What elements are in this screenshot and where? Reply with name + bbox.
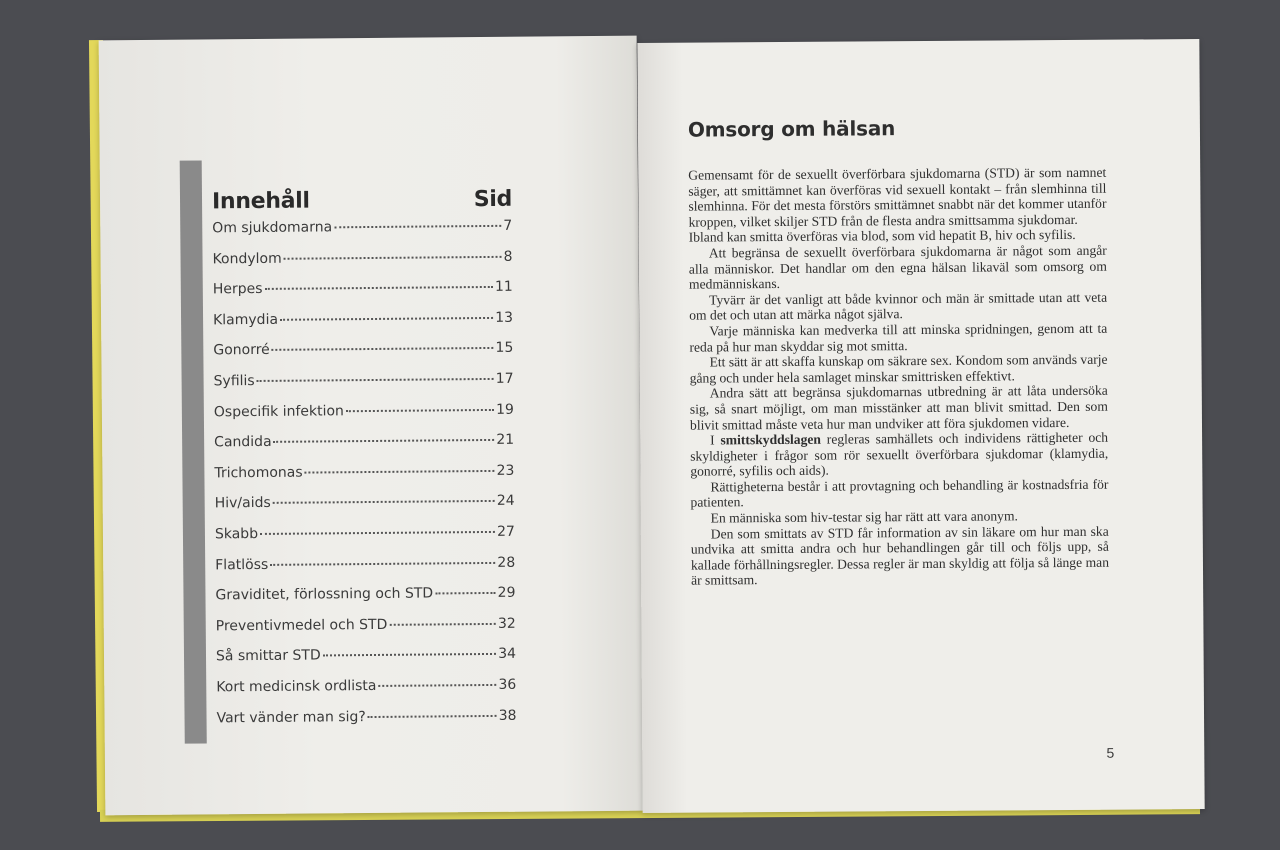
toc-entry-page: 17 — [495, 370, 514, 387]
toc-entry-page: 29 — [497, 584, 516, 602]
toc-leader-dots — [346, 408, 494, 411]
toc-leader-dots — [323, 653, 496, 657]
toc-entry-page: 13 — [495, 309, 514, 326]
toc-entry-page: 24 — [496, 493, 515, 510]
toc-entry-title: Graviditet, förlossning och STD — [215, 585, 434, 604]
page-number: 5 — [1106, 744, 1115, 761]
paragraph-text: regleras samhällets och individens rättigheter och skyldigheter i frågor som rör sexuellt överförbara sjukdomar (klamydia, gonorré, syfilis och aids). — [690, 429, 1109, 479]
toc-title: Innehåll — [211, 188, 310, 215]
paragraph — [690, 430, 1108, 480]
toc-entry-title: Preventivmedel och STD — [215, 616, 388, 635]
left-page — [99, 36, 644, 816]
article-heading: Omsorg om hälsan — [687, 116, 896, 142]
toc-entry — [214, 371, 514, 404]
toc-header — [212, 187, 512, 215]
paragraph: Att begränsa de sexuellt överförbara sjukdomarna är något som angår alla människor. Det handlar om den egna hälsan likaväl som omsorg om medmänniskans. — [688, 242, 1107, 292]
paragraph: Gemensamt för de sexuellt överförbara sjukdomarna (STD) är som namnet säger, att smittämnet kan överföras vid sexuell kontakt – från slemhinna till slemhinna. För det mesta förstörs smittämnet snabbt när det kommer utanför kroppen, vilket skiljer STD från de flesta andra smittsamma sjukdomar. — [688, 164, 1107, 230]
toc-entry — [216, 677, 516, 710]
toc-leader-dots — [389, 623, 496, 626]
toc-leader-dots — [257, 378, 494, 382]
toc-leader-dots — [334, 225, 501, 228]
toc-entry-page: 32 — [497, 615, 516, 632]
toc-leader-dots — [368, 714, 497, 717]
toc-entry-page: 23 — [496, 462, 515, 479]
toc-entry-title: Ospecifik infektion — [213, 402, 344, 420]
toc-entry-title: Vart vänder man sig? — [216, 708, 366, 726]
paragraph: Den som smittats av STD får information av sin läkare om hur man ska undvika att smitta andra och hur behandlingen går till och följs upp, så kallade förhållningsregler. Dessa regler är man skyldig att följa så länge man är smittsam. — [690, 523, 1110, 589]
toc-entry — [212, 248, 512, 281]
toc-leader-dots — [280, 317, 493, 321]
article — [688, 115, 1109, 589]
toc-entry — [215, 493, 515, 526]
toc-entry-title: Hiv/aids — [214, 495, 271, 512]
paragraph: Ibland kan smitta överföras via blod, som vid hepatit B, hiv och syfilis. — [688, 227, 1076, 245]
toc-entry-title: Kort medicinsk ordlista — [216, 677, 377, 696]
toc-entry — [214, 432, 514, 465]
toc-leader-dots — [270, 561, 495, 565]
toc-leader-dots — [265, 286, 493, 290]
toc-entry-page: 21 — [496, 431, 515, 449]
toc-entry-title: Skabb — [214, 525, 259, 543]
toc-leader-dots — [273, 500, 495, 504]
toc-leader-dots — [435, 592, 495, 595]
toc-entry — [212, 218, 512, 251]
right-page — [637, 39, 1204, 813]
toc-side-bar — [180, 160, 207, 743]
law-name-bold: smittskyddslagen — [720, 431, 821, 448]
toc-entry — [216, 646, 516, 679]
toc-entry — [214, 401, 514, 434]
toc-entry-page: 36 — [498, 676, 517, 693]
toc-entry-page: 11 — [494, 278, 513, 296]
toc-entry-title: Så smittar STD — [215, 647, 321, 665]
paragraph: Rättigheterna består i att provtagning och behandling är kostnadsfria för patienten. — [690, 476, 1109, 511]
toc-leader-dots — [272, 347, 494, 351]
toc-entry — [213, 279, 513, 312]
paragraph: Andra sätt att begränsa sjukdomarnas utbredning är att låta undersöka sig, så snart möjligt, om man misstänker att man blivit smittad. Den som blivit smittad måste veta hur man undviker att föra sjukdomen vidare. — [689, 383, 1108, 433]
toc-entry-title: Syfilis — [213, 372, 255, 390]
toc-page-column-header: Sid — [473, 186, 513, 213]
toc-entry — [213, 340, 513, 373]
paragraph: Varje människa kan medverka till att minska spridningen, genom att ta reda på hur man skyddar sig mot smitta. — [689, 320, 1108, 355]
toc-entry — [215, 554, 515, 587]
toc-leader-dots — [378, 684, 496, 687]
toc-leader-dots — [274, 439, 495, 443]
toc-entry-title: Gonorré — [213, 342, 270, 359]
toc-entry — [216, 615, 516, 648]
toc-leader-dots — [305, 470, 495, 474]
toc-leader-dots — [260, 531, 495, 535]
toc-entry-title: Flatlöss — [215, 556, 269, 573]
paragraph-text: I — [710, 432, 721, 448]
article-body — [688, 165, 1109, 589]
paragraph: Tyvärr är det vanligt att både kvinnor och män är smittade utan att veta om det och utan att märka något själva. — [689, 289, 1108, 323]
toc-leader-dots — [284, 255, 502, 259]
paragraph: Ett sätt är att skaffa kunskap om säkrare sex. Kondom som används varje gång och under hela samlaget minskar smittrisken effektivt. — [689, 351, 1108, 386]
toc-entry-page: 19 — [495, 401, 514, 418]
toc-entry-title: Trichomonas — [214, 464, 303, 482]
toc-entry-title: Kondylom — [212, 250, 282, 267]
toc-entry-page: 28 — [497, 554, 516, 571]
table-of-contents — [212, 187, 517, 741]
toc-entry-title: Om sjukdomarna — [212, 219, 333, 237]
toc-entry-page: 27 — [497, 523, 516, 540]
toc-entry-page: 38 — [498, 707, 517, 724]
toc-entry — [215, 585, 515, 618]
toc-entry-title: Klamydia — [213, 311, 279, 329]
toc-entry-page: 7 — [503, 217, 513, 234]
toc-entry-title: Herpes — [212, 281, 263, 298]
toc-entry — [213, 310, 513, 343]
toc-entry-page: 15 — [495, 340, 514, 357]
toc-entry-page: 8 — [503, 248, 513, 265]
toc-entry — [215, 524, 515, 557]
toc-entry-page: 34 — [498, 646, 517, 663]
toc-entry-title: Candida — [214, 434, 272, 451]
toc-entry — [214, 463, 514, 496]
paragraph: En människa som hiv-testar sig har rätt att vara anonym. — [710, 508, 1018, 526]
toc-entry — [216, 707, 516, 740]
